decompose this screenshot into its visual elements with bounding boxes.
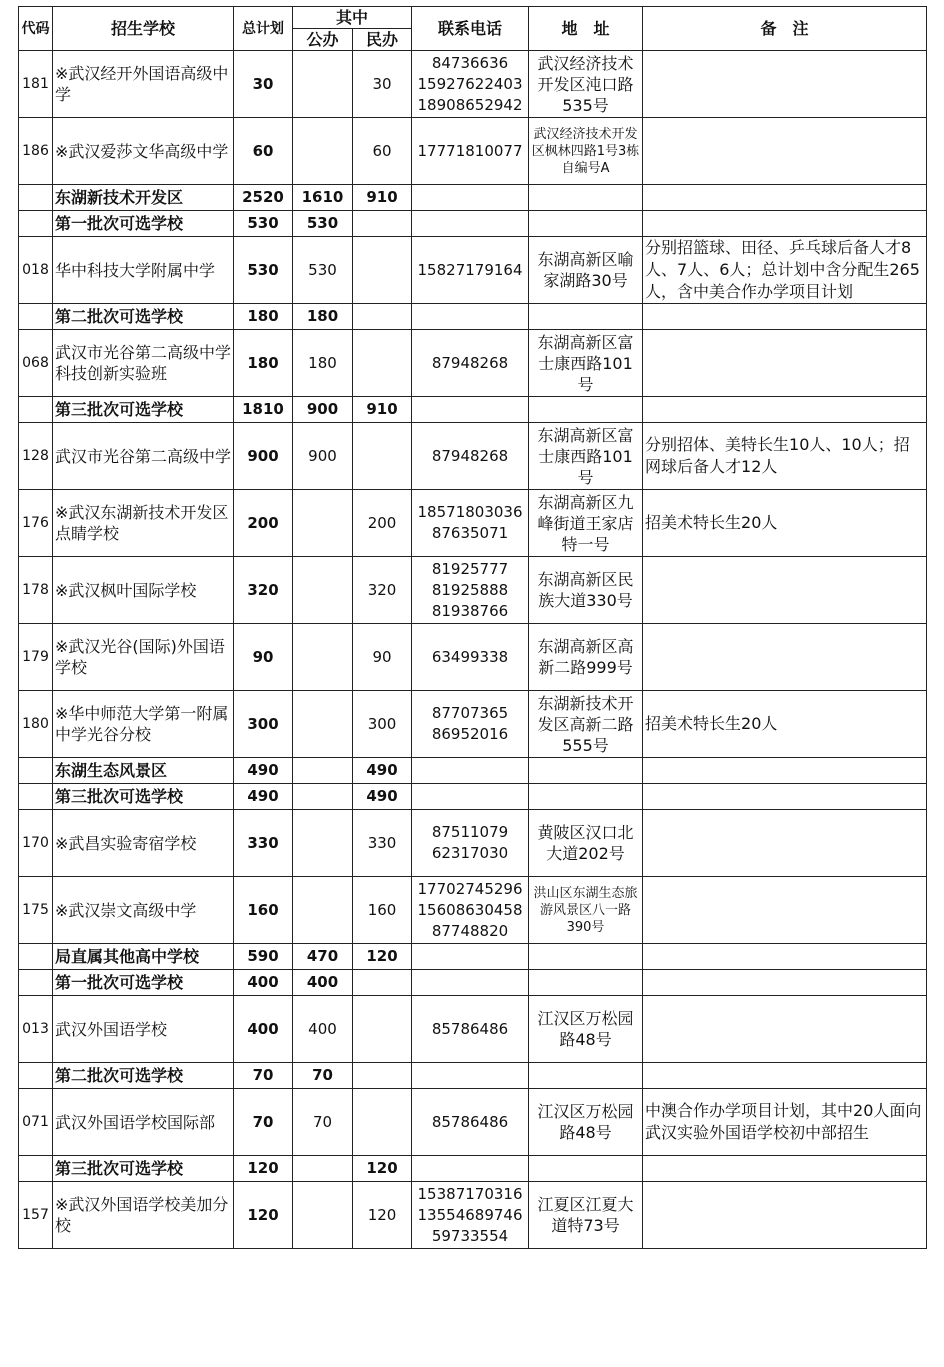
school-name: ※武汉枫叶国际学校 <box>53 557 234 624</box>
row-remark <box>643 185 927 211</box>
row-address <box>529 211 643 237</box>
row-remark <box>643 996 927 1063</box>
row-code: 128 <box>19 423 53 490</box>
row-code: 013 <box>19 996 53 1063</box>
row-total: 2520 <box>234 185 293 211</box>
row-phone <box>412 624 529 691</box>
row-public: 530 <box>293 211 353 237</box>
row-address: 东湖高新区富士康西路101号 <box>529 423 643 490</box>
row-address: 黄陂区汉口北大道202号 <box>529 810 643 877</box>
school-row <box>19 624 927 691</box>
section-name: 东湖生态风景区 <box>53 758 234 784</box>
row-address <box>529 944 643 970</box>
phone-number: 87511079 <box>431 823 509 841</box>
phone-number: 84736636 <box>431 53 509 72</box>
school-row <box>19 118 927 185</box>
row-phone <box>412 1156 529 1182</box>
school-name: 华中科技大学附属中学 <box>53 237 234 304</box>
school-name: ※武昌实验寄宿学校 <box>53 810 234 877</box>
row-remark: 分别招体、美特长生10人、10人；招网球后备人才12人 <box>643 423 927 490</box>
row-total: 60 <box>234 118 293 185</box>
row-public: 470 <box>293 944 353 970</box>
row-phone <box>412 237 529 304</box>
row-total: 70 <box>234 1089 293 1156</box>
school-name: ※武汉外国语学校美加分校 <box>53 1182 234 1249</box>
row-code: 180 <box>19 691 53 758</box>
row-address <box>529 970 643 996</box>
row-phone <box>412 758 529 784</box>
section-name: 东湖新技术开发区 <box>53 185 234 211</box>
section-row <box>19 1063 927 1089</box>
phone-number: 87948268 <box>431 353 509 372</box>
school-name: ※武汉东湖新技术开发区点睛学校 <box>53 490 234 557</box>
row-remark <box>643 624 927 691</box>
row-total: 30 <box>234 51 293 118</box>
row-public <box>293 784 353 810</box>
row-private: 910 <box>353 185 412 211</box>
school-row <box>19 691 927 758</box>
school-name: 武汉市光谷第二高级中学科技创新实验班 <box>53 330 234 397</box>
row-total: 90 <box>234 624 293 691</box>
row-public <box>293 691 353 758</box>
section-name: 第三批次可选学校 <box>53 1156 234 1182</box>
header-private: 民办 <box>353 29 412 51</box>
header-total: 总计划 <box>234 7 293 51</box>
phone-number: 18908652942 <box>417 95 523 114</box>
row-remark <box>643 118 927 185</box>
row-phone <box>412 1089 529 1156</box>
row-phone <box>412 944 529 970</box>
row-total: 120 <box>234 1182 293 1249</box>
header-among: 其中 <box>293 7 412 29</box>
row-address: 武汉经济技术开发区沌口路535号 <box>529 51 643 118</box>
row-address: 洪山区东湖生态旅游风景区八一路390号 <box>529 877 643 944</box>
row-public: 530 <box>293 237 353 304</box>
row-address <box>529 1063 643 1089</box>
row-remark <box>643 397 927 423</box>
row-private: 120 <box>353 1182 412 1249</box>
row-phone <box>412 810 529 877</box>
row-total: 300 <box>234 691 293 758</box>
row-total: 1810 <box>234 397 293 423</box>
row-code: 170 <box>19 810 53 877</box>
phone-number: 81925777 <box>431 559 509 578</box>
section-name: 第三批次可选学校 <box>53 784 234 810</box>
row-private: 330 <box>353 810 412 877</box>
row-phone <box>412 877 529 944</box>
row-phone <box>412 691 529 758</box>
header-phone: 联系电话 <box>412 7 529 51</box>
section-name: 第二批次可选学校 <box>53 1063 234 1089</box>
school-row <box>19 1089 927 1156</box>
row-public <box>293 118 353 185</box>
phone-number: 62317030 <box>431 844 509 862</box>
section-name: 第二批次可选学校 <box>53 304 234 330</box>
row-code <box>19 970 53 996</box>
school-row <box>19 557 927 624</box>
row-total: 200 <box>234 490 293 557</box>
row-total: 120 <box>234 1156 293 1182</box>
section-row <box>19 211 927 237</box>
row-remark: 中澳合作办学项目计划，其中20人面向武汉实验外国语学校初中部招生 <box>643 1089 927 1156</box>
row-address: 东湖高新区九峰街道王家店特一号 <box>529 490 643 557</box>
school-row <box>19 237 927 304</box>
row-public: 70 <box>293 1089 353 1156</box>
row-private: 200 <box>353 490 412 557</box>
row-code <box>19 1156 53 1182</box>
row-code <box>19 1063 53 1089</box>
school-row <box>19 996 927 1063</box>
phone-number: 87707365 <box>431 704 509 722</box>
row-code: 186 <box>19 118 53 185</box>
section-row <box>19 944 927 970</box>
phone-number: 85786486 <box>431 1112 509 1131</box>
row-total: 180 <box>234 330 293 397</box>
section-row <box>19 185 927 211</box>
row-phone <box>412 118 529 185</box>
phone-number: 87948268 <box>431 446 509 465</box>
row-code <box>19 304 53 330</box>
row-phone <box>412 1063 529 1089</box>
row-private <box>353 304 412 330</box>
row-private <box>353 237 412 304</box>
row-phone <box>412 1182 529 1249</box>
row-address: 江汉区万松园路48号 <box>529 1089 643 1156</box>
school-row <box>19 810 927 877</box>
header-school: 招生学校 <box>53 7 234 51</box>
school-row <box>19 330 927 397</box>
row-remark <box>643 1063 927 1089</box>
school-name: 武汉外国语学校国际部 <box>53 1089 234 1156</box>
row-total: 330 <box>234 810 293 877</box>
row-remark: 分别招篮球、田径、乒乓球后备人才8人、7人、6人；总计划中含分配生265人，含中美合作办学项目计划 <box>643 237 927 304</box>
row-public: 180 <box>293 330 353 397</box>
phone-number: 81925888 <box>431 580 509 599</box>
phone-number: 85786486 <box>431 1019 509 1038</box>
section-row <box>19 1156 927 1182</box>
row-total: 160 <box>234 877 293 944</box>
row-total: 400 <box>234 996 293 1063</box>
row-public <box>293 624 353 691</box>
header-address: 地 址 <box>529 7 643 51</box>
row-remark <box>643 330 927 397</box>
row-public: 900 <box>293 423 353 490</box>
row-code: 176 <box>19 490 53 557</box>
row-code: 071 <box>19 1089 53 1156</box>
section-name: 第三批次可选学校 <box>53 397 234 423</box>
section-row <box>19 304 927 330</box>
row-code: 181 <box>19 51 53 118</box>
phone-number: 59733554 <box>431 1226 509 1245</box>
row-address <box>529 185 643 211</box>
phone-number: 13554689746 <box>417 1205 523 1224</box>
row-private <box>353 211 412 237</box>
section-row <box>19 397 927 423</box>
row-phone <box>412 970 529 996</box>
row-public <box>293 557 353 624</box>
school-name: 武汉市光谷第二高级中学 <box>53 423 234 490</box>
row-private <box>353 330 412 397</box>
row-address: 东湖新技术开发区高新二路555号 <box>529 691 643 758</box>
section-row <box>19 970 927 996</box>
row-total: 590 <box>234 944 293 970</box>
row-phone <box>412 51 529 118</box>
section-name: 第一批次可选学校 <box>53 211 234 237</box>
school-name: ※武汉经开外国语高级中学 <box>53 51 234 118</box>
row-public <box>293 810 353 877</box>
phone-number: 87635071 <box>431 524 509 542</box>
row-address: 武汉经济技术开发区枫林四路1号3栋自编号A <box>529 118 643 185</box>
row-remark <box>643 1156 927 1182</box>
row-phone <box>412 557 529 624</box>
phone-number: 17702745296 <box>417 879 523 898</box>
row-code <box>19 758 53 784</box>
school-name: ※武汉爱莎文华高级中学 <box>53 118 234 185</box>
row-code: 178 <box>19 557 53 624</box>
row-public <box>293 1182 353 1249</box>
row-private <box>353 1089 412 1156</box>
row-remark: 招美术特长生20人 <box>643 490 927 557</box>
phone-number: 15608630458 <box>417 900 523 919</box>
row-remark <box>643 944 927 970</box>
row-private: 160 <box>353 877 412 944</box>
row-phone <box>412 304 529 330</box>
row-phone <box>412 784 529 810</box>
row-public <box>293 758 353 784</box>
school-name: ※武汉崇文高级中学 <box>53 877 234 944</box>
school-row <box>19 490 927 557</box>
row-private <box>353 423 412 490</box>
row-code: 179 <box>19 624 53 691</box>
row-total: 180 <box>234 304 293 330</box>
row-address <box>529 304 643 330</box>
row-public: 400 <box>293 970 353 996</box>
row-remark <box>643 1182 927 1249</box>
row-public: 400 <box>293 996 353 1063</box>
section-row <box>19 758 927 784</box>
row-code <box>19 784 53 810</box>
row-remark <box>643 810 927 877</box>
phone-number: 81938766 <box>431 601 509 620</box>
row-private: 320 <box>353 557 412 624</box>
header-remark: 备 注 <box>643 7 927 51</box>
phone-number: 86952016 <box>431 725 509 743</box>
row-public <box>293 51 353 118</box>
row-code <box>19 185 53 211</box>
row-address: 东湖高新区民族大道330号 <box>529 557 643 624</box>
row-code: 157 <box>19 1182 53 1249</box>
row-code <box>19 397 53 423</box>
row-private <box>353 1063 412 1089</box>
row-private <box>353 970 412 996</box>
row-private: 120 <box>353 944 412 970</box>
row-public <box>293 1156 353 1182</box>
row-remark <box>643 784 927 810</box>
row-code: 018 <box>19 237 53 304</box>
header-code: 代码 <box>19 7 53 51</box>
row-code <box>19 211 53 237</box>
row-total: 400 <box>234 970 293 996</box>
phone-number: 87748820 <box>431 921 509 940</box>
row-code <box>19 944 53 970</box>
phone-number: 15827179164 <box>417 260 523 279</box>
row-remark <box>643 758 927 784</box>
row-address: 东湖高新区高新二路999号 <box>529 624 643 691</box>
row-private: 90 <box>353 624 412 691</box>
row-phone <box>412 423 529 490</box>
row-address <box>529 1156 643 1182</box>
row-remark <box>643 557 927 624</box>
row-private: 30 <box>353 51 412 118</box>
row-total: 320 <box>234 557 293 624</box>
section-name: 第一批次可选学校 <box>53 970 234 996</box>
phone-number: 18571803036 <box>417 503 523 521</box>
row-phone <box>412 185 529 211</box>
row-total: 490 <box>234 758 293 784</box>
row-private: 300 <box>353 691 412 758</box>
phone-number: 15927622403 <box>417 74 523 93</box>
row-phone <box>412 996 529 1063</box>
row-address: 江汉区万松园路48号 <box>529 996 643 1063</box>
school-row <box>19 877 927 944</box>
row-total: 490 <box>234 784 293 810</box>
school-row <box>19 51 927 118</box>
row-remark <box>643 970 927 996</box>
row-private <box>353 996 412 1063</box>
row-address <box>529 758 643 784</box>
row-private: 120 <box>353 1156 412 1182</box>
section-name: 局直属其他高中学校 <box>53 944 234 970</box>
school-row <box>19 1182 927 1249</box>
row-remark <box>643 304 927 330</box>
row-remark <box>643 877 927 944</box>
row-total: 530 <box>234 211 293 237</box>
row-phone <box>412 330 529 397</box>
row-private: 60 <box>353 118 412 185</box>
row-phone <box>412 397 529 423</box>
row-public: 70 <box>293 1063 353 1089</box>
school-name: 武汉外国语学校 <box>53 996 234 1063</box>
school-name: ※华中师范大学第一附属中学光谷分校 <box>53 691 234 758</box>
header-public: 公办 <box>293 29 353 51</box>
enrollment-table <box>18 6 927 1249</box>
phone-number: 15387170316 <box>417 1184 523 1203</box>
row-remark <box>643 51 927 118</box>
school-name: ※武汉光谷(国际)外国语学校 <box>53 624 234 691</box>
row-public <box>293 877 353 944</box>
row-phone <box>412 211 529 237</box>
row-private: 910 <box>353 397 412 423</box>
phone-number: 63499338 <box>431 647 509 666</box>
section-row <box>19 784 927 810</box>
row-address: 东湖高新区喻家湖路30号 <box>529 237 643 304</box>
row-total: 900 <box>234 423 293 490</box>
row-address: 江夏区江夏大道特73号 <box>529 1182 643 1249</box>
row-remark <box>643 211 927 237</box>
school-row <box>19 423 927 490</box>
header-row <box>19 7 927 29</box>
row-address: 东湖高新区富士康西路101号 <box>529 330 643 397</box>
row-code: 175 <box>19 877 53 944</box>
row-public: 180 <box>293 304 353 330</box>
row-private: 490 <box>353 758 412 784</box>
row-address <box>529 784 643 810</box>
row-public: 900 <box>293 397 353 423</box>
row-public <box>293 490 353 557</box>
row-address <box>529 397 643 423</box>
row-code: 068 <box>19 330 53 397</box>
row-phone <box>412 490 529 557</box>
row-private: 490 <box>353 784 412 810</box>
row-public: 1610 <box>293 185 353 211</box>
row-total: 530 <box>234 237 293 304</box>
phone-number: 17771810077 <box>417 141 523 160</box>
row-total: 70 <box>234 1063 293 1089</box>
row-remark: 招美术特长生20人 <box>643 691 927 758</box>
